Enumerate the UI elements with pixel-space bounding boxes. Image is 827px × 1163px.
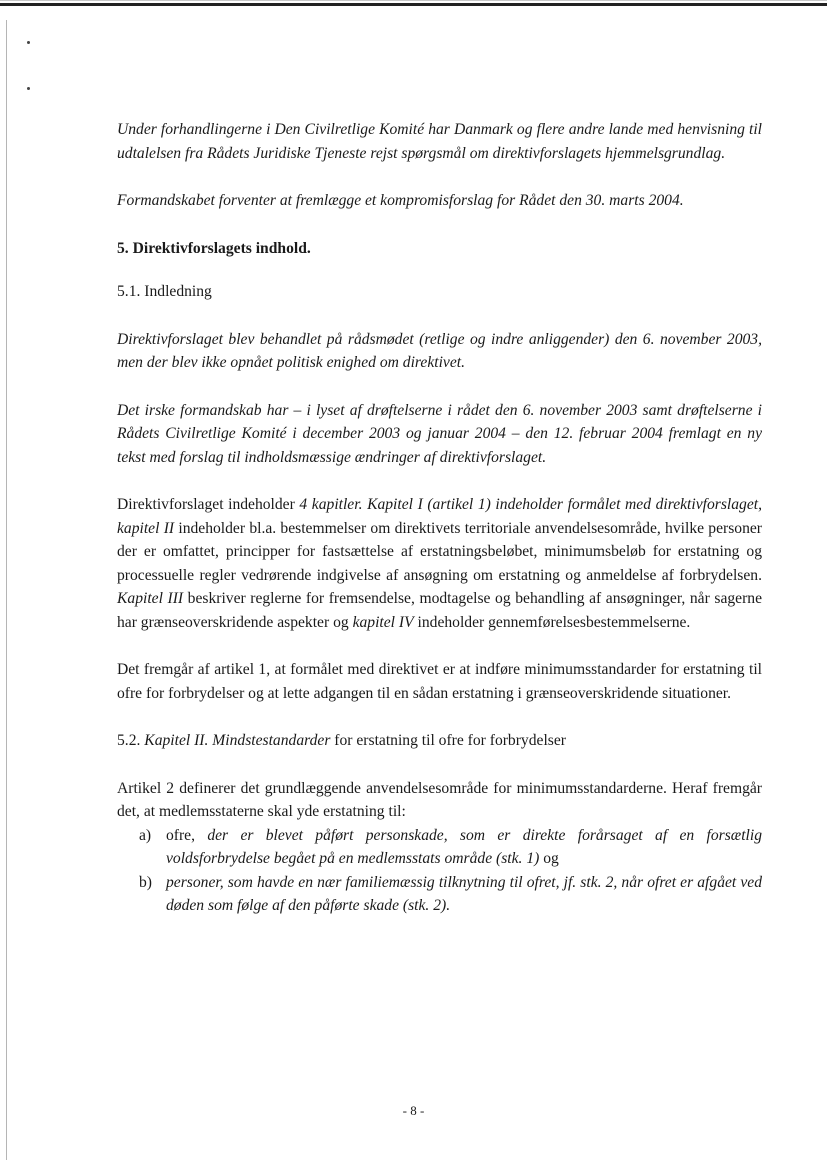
document-body — [117, 118, 762, 918]
paragraph-presidency-compromise: Formandskabet forventer at fremlægge et kompromisforslag for Rådet den 30. marts 2004. — [117, 192, 684, 209]
text-run: indeholder bl.a. bestemmelser om direktivets territoriale anvendelsesområde, hvilke personer der er omfattet, principper for fastsættelse af erstatningsbeløbet, minimumsbeløb for erstatning og processuelle regler vedrørende indgivelse af ansøgning om erstatning og anmeldelse af forbrydelsen. — [117, 519, 762, 584]
text-run-italic: 4 kapitler. Kapitel I (artikel 1) indeholder formålet med direktivforslaget, kapitel II — [117, 496, 762, 537]
paragraph-irish-presidency: Det irske formandskab har – i lyset af drøftelserne i rådet den 6. november 2003 samt drøftelserne i Rådets Civilretlige Komité i december 2003 og januar 2004 – den 12. februar 2004 fremlagt en ny tekst med forslag til indholdsmæssige ændringer af direktivforslaget. — [117, 401, 762, 466]
text-run: Direktivforslaget indeholder — [117, 496, 300, 513]
list-marker: b) — [139, 873, 152, 891]
text-run: og — [539, 850, 559, 867]
page-number: - 8 - — [402, 1103, 425, 1118]
subsection-heading-5-1: 5.1. Indledning — [117, 283, 212, 300]
text-run-italic: Kapitel III — [117, 590, 184, 607]
scan-left-edge — [6, 20, 7, 1160]
compensation-list — [117, 824, 762, 918]
paragraph-article-1: Det fremgår af artikel 1, at formålet med direktivet er at indføre minimumsstandarder for erstatning til ofre for forbrydelser og at lette adgangen til en sådan erstatning i grænseoverskridende situationer. — [117, 661, 762, 702]
text-run: for erstatning til ofre for forbrydelser — [330, 732, 566, 749]
text-run: beskriver reglerne for fremsendelse, modtagelse og behandling af ansøgninger, når sagerne har grænseoverskridende aspekter og — [117, 590, 762, 631]
text-run-italic: kapitel IV — [352, 613, 414, 631]
text-run-italic: der er blevet påført personskade, som er direkte forårsaget af en forsætlig voldsforbrydelse begået på en medlemsstats område (stk. 1) — [166, 826, 762, 867]
scan-top-edge — [0, 0, 827, 7]
paragraph-council-meeting: Direktivforslaget blev behandlet på rådsmødet (retlige og indre anliggender) den 6. november 2003, men der blev ikke opnået politisk enighed om direktivet. — [117, 330, 762, 371]
paragraph-article-2: Artikel 2 definerer det grundlæggende anvendelsesområde for minimumsstandarderne. Heraf fremgår det, at medlemsstaterne skal yde erstatning til: — [117, 779, 762, 820]
text-run: 5.2. — [117, 732, 145, 749]
list-item — [139, 871, 762, 918]
scan-speck — [27, 41, 30, 44]
subsection-heading-5-2 — [117, 729, 762, 753]
paragraph-chapters-overview — [117, 493, 762, 634]
list-item — [139, 824, 762, 871]
text-run: ofre, — [166, 826, 208, 844]
scan-speck — [27, 87, 30, 90]
text-run-italic: personer, som havde en nær familiemæssig tilknytning til ofret, jf. stk. 2, når ofret er afgået ved døden som følge af den påførte skade (stk. 2). — [166, 873, 762, 914]
section-heading-5: 5. Direktivforslagets indhold. — [117, 239, 311, 257]
list-marker: a) — [139, 826, 152, 844]
text-run: indeholder gennemførelsesbestemmelserne. — [413, 613, 691, 631]
paragraph-committee-negotiations: Under forhandlingerne i Den Civilretlige Komité har Danmark og flere andre lande med henvisning til udtalelsen fra Rådets Juridiske Tjeneste rejst spørgsmål om direktivforslagets hjemmelsgrundlag. — [117, 121, 762, 162]
text-run-italic: Kapitel II. Mindstestandarder — [144, 732, 331, 749]
